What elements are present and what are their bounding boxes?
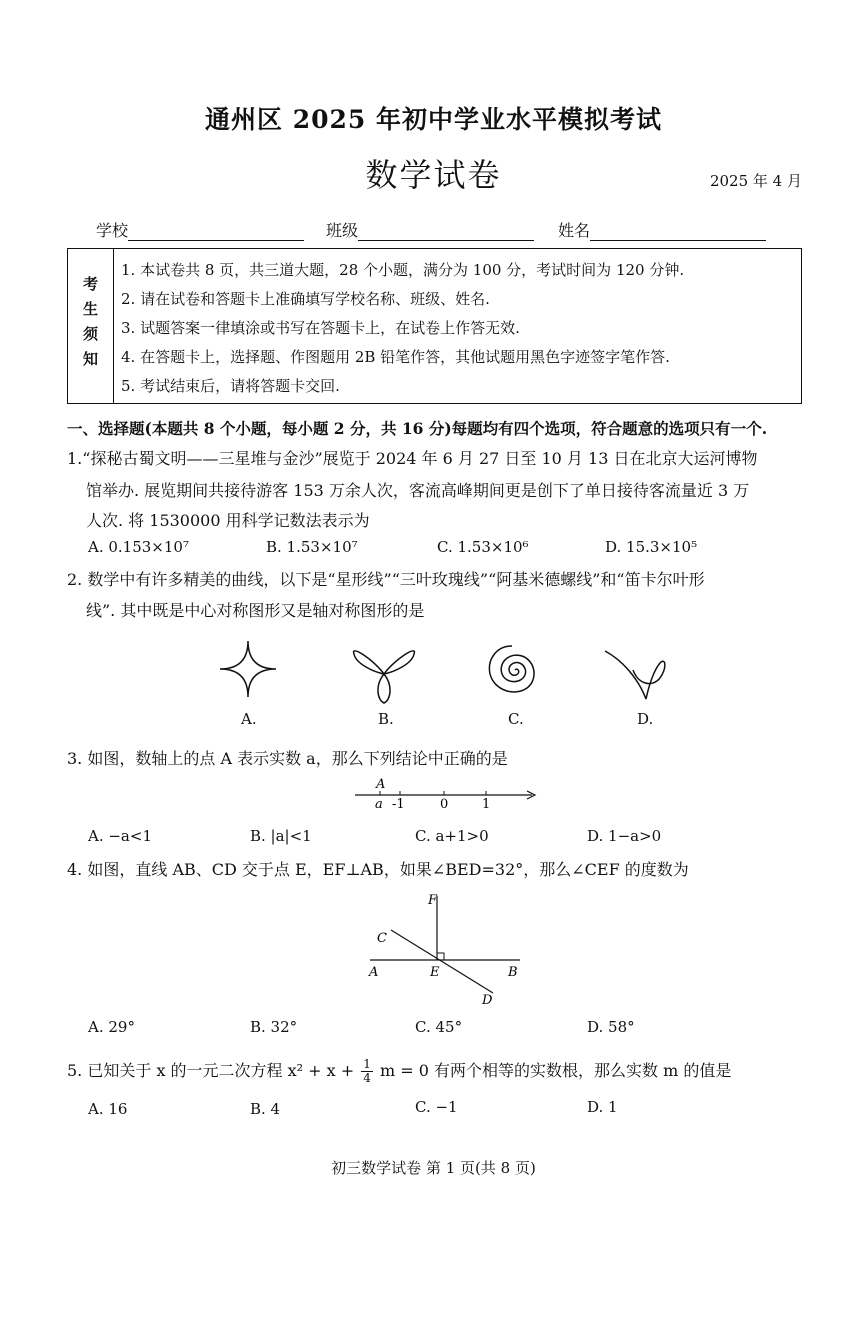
tick-label-0: 0 xyxy=(440,797,449,812)
line-cd xyxy=(391,930,493,993)
q3-option-a: A. −a<1 xyxy=(88,827,152,845)
q4-option-b: B. 32° xyxy=(250,1018,298,1036)
q2-line-1: 2. 数学中有许多精美的曲线，以下是“星形线”“三叶玫瑰线”“阿基米德螺线”和“笛卡尔叶形 xyxy=(67,570,705,589)
exam-date: 2025 年 4 月 xyxy=(709,172,802,190)
q1-option-a: A. 0.153×10⁷ xyxy=(88,538,189,556)
q4-text: 4. 如图，直线 AB、CD 交于点 E，EF⊥AB，如果∠BED=32°，那么∠CEF 的度数为 xyxy=(67,860,689,879)
spiral-curve xyxy=(489,646,534,692)
section-heading: 一、选择题(本题共 8 个小题，每小题 2 分，共 16 分)每题均有四个选项，符合题意的选项只有一个. xyxy=(67,419,768,438)
q3-option-d: D. 1−a>0 xyxy=(587,827,662,845)
notice-item: 5. 考试结束后，请将答题卡交回. xyxy=(121,377,340,395)
point-f-label: F xyxy=(428,893,438,908)
name-field xyxy=(558,218,766,241)
class-label: 班级 xyxy=(326,221,359,240)
q5-option-d: D. 1 xyxy=(587,1098,618,1116)
page-footer: 初三数学试卷 第 1 页(共 8 页) xyxy=(331,1159,536,1177)
notice-item: 3. 试题答案一律填涂或书写在答题卡上，在试卷上作答无效. xyxy=(121,319,520,337)
q4-option-a: A. 29° xyxy=(88,1018,135,1036)
q5-text-before: 5. 已知关于 x 的一元二次方程 x² + x + xyxy=(67,1061,355,1080)
point-b-label: B xyxy=(508,965,518,980)
q5-text xyxy=(67,1058,731,1085)
q5-option-b: B. 4 xyxy=(250,1100,281,1118)
notice-item: 2. 请在试卷和答题卡上准确填写学校名称、班级、姓名. xyxy=(121,290,490,308)
q2-line-2: 线”. 其中既是中心对称图形又是轴对称图形的是 xyxy=(86,601,425,620)
name-blank xyxy=(590,222,766,241)
name-label: 姓名 xyxy=(558,221,591,240)
notice-item: 4. 在答题卡上，选择题、作图题用 2B 铅笔作答，其他试题用黑色字迹签字笔作答. xyxy=(121,348,670,366)
notice-box xyxy=(67,248,802,404)
astroid-curve xyxy=(220,641,276,697)
paper-title: 数学试卷 xyxy=(365,156,502,194)
exam-title: 通州区 2025 年初中学业水平模拟考试 xyxy=(205,105,662,134)
folium-curve xyxy=(605,651,665,699)
q5-text-after: m = 0 有两个相等的实数根，那么实数 m 的值是 xyxy=(380,1061,732,1080)
point-a-label: A xyxy=(369,965,379,980)
q1-option-c: C. 1.53×10⁶ xyxy=(437,538,529,556)
point-e-label: E xyxy=(430,965,440,980)
q5-option-a: A. 16 xyxy=(88,1100,128,1118)
q3-option-b: B. |a|<1 xyxy=(250,827,312,845)
q4-option-d: D. 58° xyxy=(587,1018,635,1036)
q2-label-a: A. xyxy=(241,710,257,728)
q1-option-b: B. 1.53×10⁷ xyxy=(266,538,358,556)
q2-curves-figure xyxy=(0,630,867,710)
q1-option-d: D. 15.3×10⁵ xyxy=(605,538,698,556)
q1-line-3: 人次. 将 1530000 用科学记数法表示为 xyxy=(86,511,370,530)
q2-label-b: B. xyxy=(378,710,394,728)
tick-label-1: 1 xyxy=(482,797,491,812)
q2-label-d: D. xyxy=(637,710,654,728)
q1-line-1: 1.“探秘古蜀文明——三星堆与金沙”展览于 2024 年 6 月 27 日至 10 月 13 日在北京大运河博物 xyxy=(67,449,758,468)
class-field xyxy=(326,218,534,241)
q3-text: 3. 如图，数轴上的点 A 表示实数 a，那么下列结论中正确的是 xyxy=(67,749,508,768)
tick-label-minus-1: -1 xyxy=(392,797,405,812)
var-a-label: a xyxy=(375,797,383,812)
school-blank xyxy=(128,222,304,241)
rose-curve xyxy=(354,651,415,703)
point-a-label: A xyxy=(376,777,386,792)
q4-geometry-figure xyxy=(0,880,867,1010)
number-line-figure xyxy=(0,772,867,822)
q5-frac-num: 1 xyxy=(363,1057,371,1071)
school-label: 学校 xyxy=(96,221,129,240)
q5-frac-den: 4 xyxy=(363,1071,371,1085)
q2-label-c: C. xyxy=(508,710,524,728)
notice-side-label: 考生须知 xyxy=(68,249,114,403)
q3-option-c: C. a+1>0 xyxy=(415,827,489,845)
q1-line-2: 馆举办. 展览期间共接待游客 153 万余人次，客流高峰期间更是创下了单日接待客流量近 3 万 xyxy=(86,481,750,500)
school-field xyxy=(96,218,304,241)
class-blank xyxy=(358,222,534,241)
q4-option-c: C. 45° xyxy=(415,1018,463,1036)
point-d-label: D xyxy=(482,993,493,1008)
point-c-label: C xyxy=(377,931,387,946)
q5-option-c: C. −1 xyxy=(415,1098,458,1116)
notice-item: 1. 本试卷共 8 页，共三道大题，28 个小题，满分为 100 分，考试时间为 120 分钟. xyxy=(121,261,685,279)
q5-fraction xyxy=(361,1058,373,1085)
